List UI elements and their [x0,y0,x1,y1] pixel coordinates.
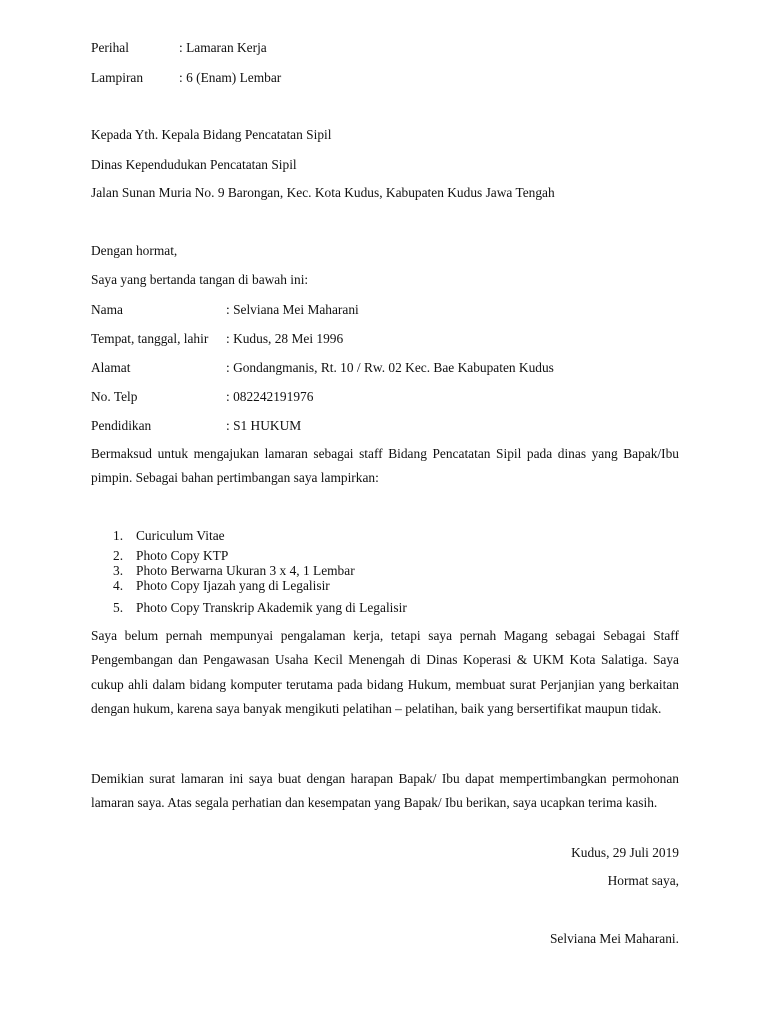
list-item [113,548,513,564]
experience-paragraph: Saya belum pernah mempunyai pengalaman kerja, tetapi saya pernah Magang sebagai Sebagai Staff Pengembangan dan Pengawasan Usaha Kecil Menengah di Dinas Koperasi & UKM Kota Salatiga. Saya cukup ahli dalam bidang komputer terutama pada bidang Hukum, membuat surat Perjanjian yang berkaitan dengan hukum, karena saya banyak mengikuti pelatihan – pelatihan, baik yang bersertifikat maupun tidak. [91,628,679,717]
list-item-text: Photo Copy Ijazah yang di Legalisir [136,578,330,593]
greeting: Dengan hormat, [91,243,178,258]
list-item-text: Photo Copy Transkrip Akademik yang di Legalisir [136,600,407,615]
list-item [113,563,513,579]
detail-label-alamat: Alamat [91,360,131,375]
perihal-value: : Lamaran Kerja [179,40,267,55]
list-item [113,578,513,594]
list-item-text: Photo Copy KTP [136,548,229,563]
lampiran-label: Lampiran [91,70,144,85]
detail-value-alamat: : Gondangmanis, Rt. 10 / Rw. 02 Kec. Bae Kabupaten Kudus [226,360,554,375]
detail-label-pendidikan: Pendidikan [91,418,152,433]
list-item-number: 1. [113,528,124,543]
perihal-label: Perihal [91,40,129,55]
detail-value-nama: : Selviana Mei Maharani [226,302,359,317]
regards: Hormat saya, [607,873,679,888]
list-item-text: Photo Berwarna Ukuran 3 x 4, 1 Lembar [136,563,355,578]
list-item [113,528,513,544]
recipient-line-3: Jalan Sunan Muria No. 9 Barongan, Kec. Kota Kudus, Kabupaten Kudus Jawa Tengah [91,185,555,200]
recipient-line-1: Kepada Yth. Kepala Bidang Pencatatan Sipil [91,127,332,142]
purpose-paragraph: Bermaksud untuk mengajukan lamaran sebagai staff Bidang Pencatatan Sipil pada dinas yang Bapak/Ibu pimpin. Sebagai bahan pertimbangan saya lampirkan: [91,446,679,486]
list-item-number: 5. [113,600,124,615]
detail-value-ttl: : Kudus, 28 Mei 1996 [226,331,344,346]
detail-value-telp: : 082242191976 [226,389,314,404]
lampiran-value: : 6 (Enam) Lembar [179,70,282,85]
detail-label-nama: Nama [91,302,123,317]
list-item-text: Curiculum Vitae [136,528,225,543]
list-item-number: 3. [113,563,124,578]
detail-label-ttl: Tempat, tanggal, lahir [91,331,209,346]
closing-paragraph: Demikian surat lamaran ini saya buat dengan harapan Bapak/ Ibu dapat mempertimbangkan permohonan lamaran saya. Atas segala perhatian dan kesempatan yang Bapak/ Ibu berikan, saya ucapkan terima kasih. [91,771,679,811]
list-item-number: 4. [113,578,124,593]
detail-value-pendidikan: : S1 HUKUM [226,418,302,433]
place-date: Kudus, 29 Juli 2019 [571,845,679,860]
list-item [113,600,513,616]
signer-name: Selviana Mei Maharani. [549,931,679,946]
list-item-number: 2. [113,548,124,563]
recipient-line-2: Dinas Kependudukan Pencatatan Sipil [91,157,297,172]
detail-label-telp: No. Telp [91,389,138,404]
intro-text: Saya yang bertanda tangan di bawah ini: [91,272,309,287]
